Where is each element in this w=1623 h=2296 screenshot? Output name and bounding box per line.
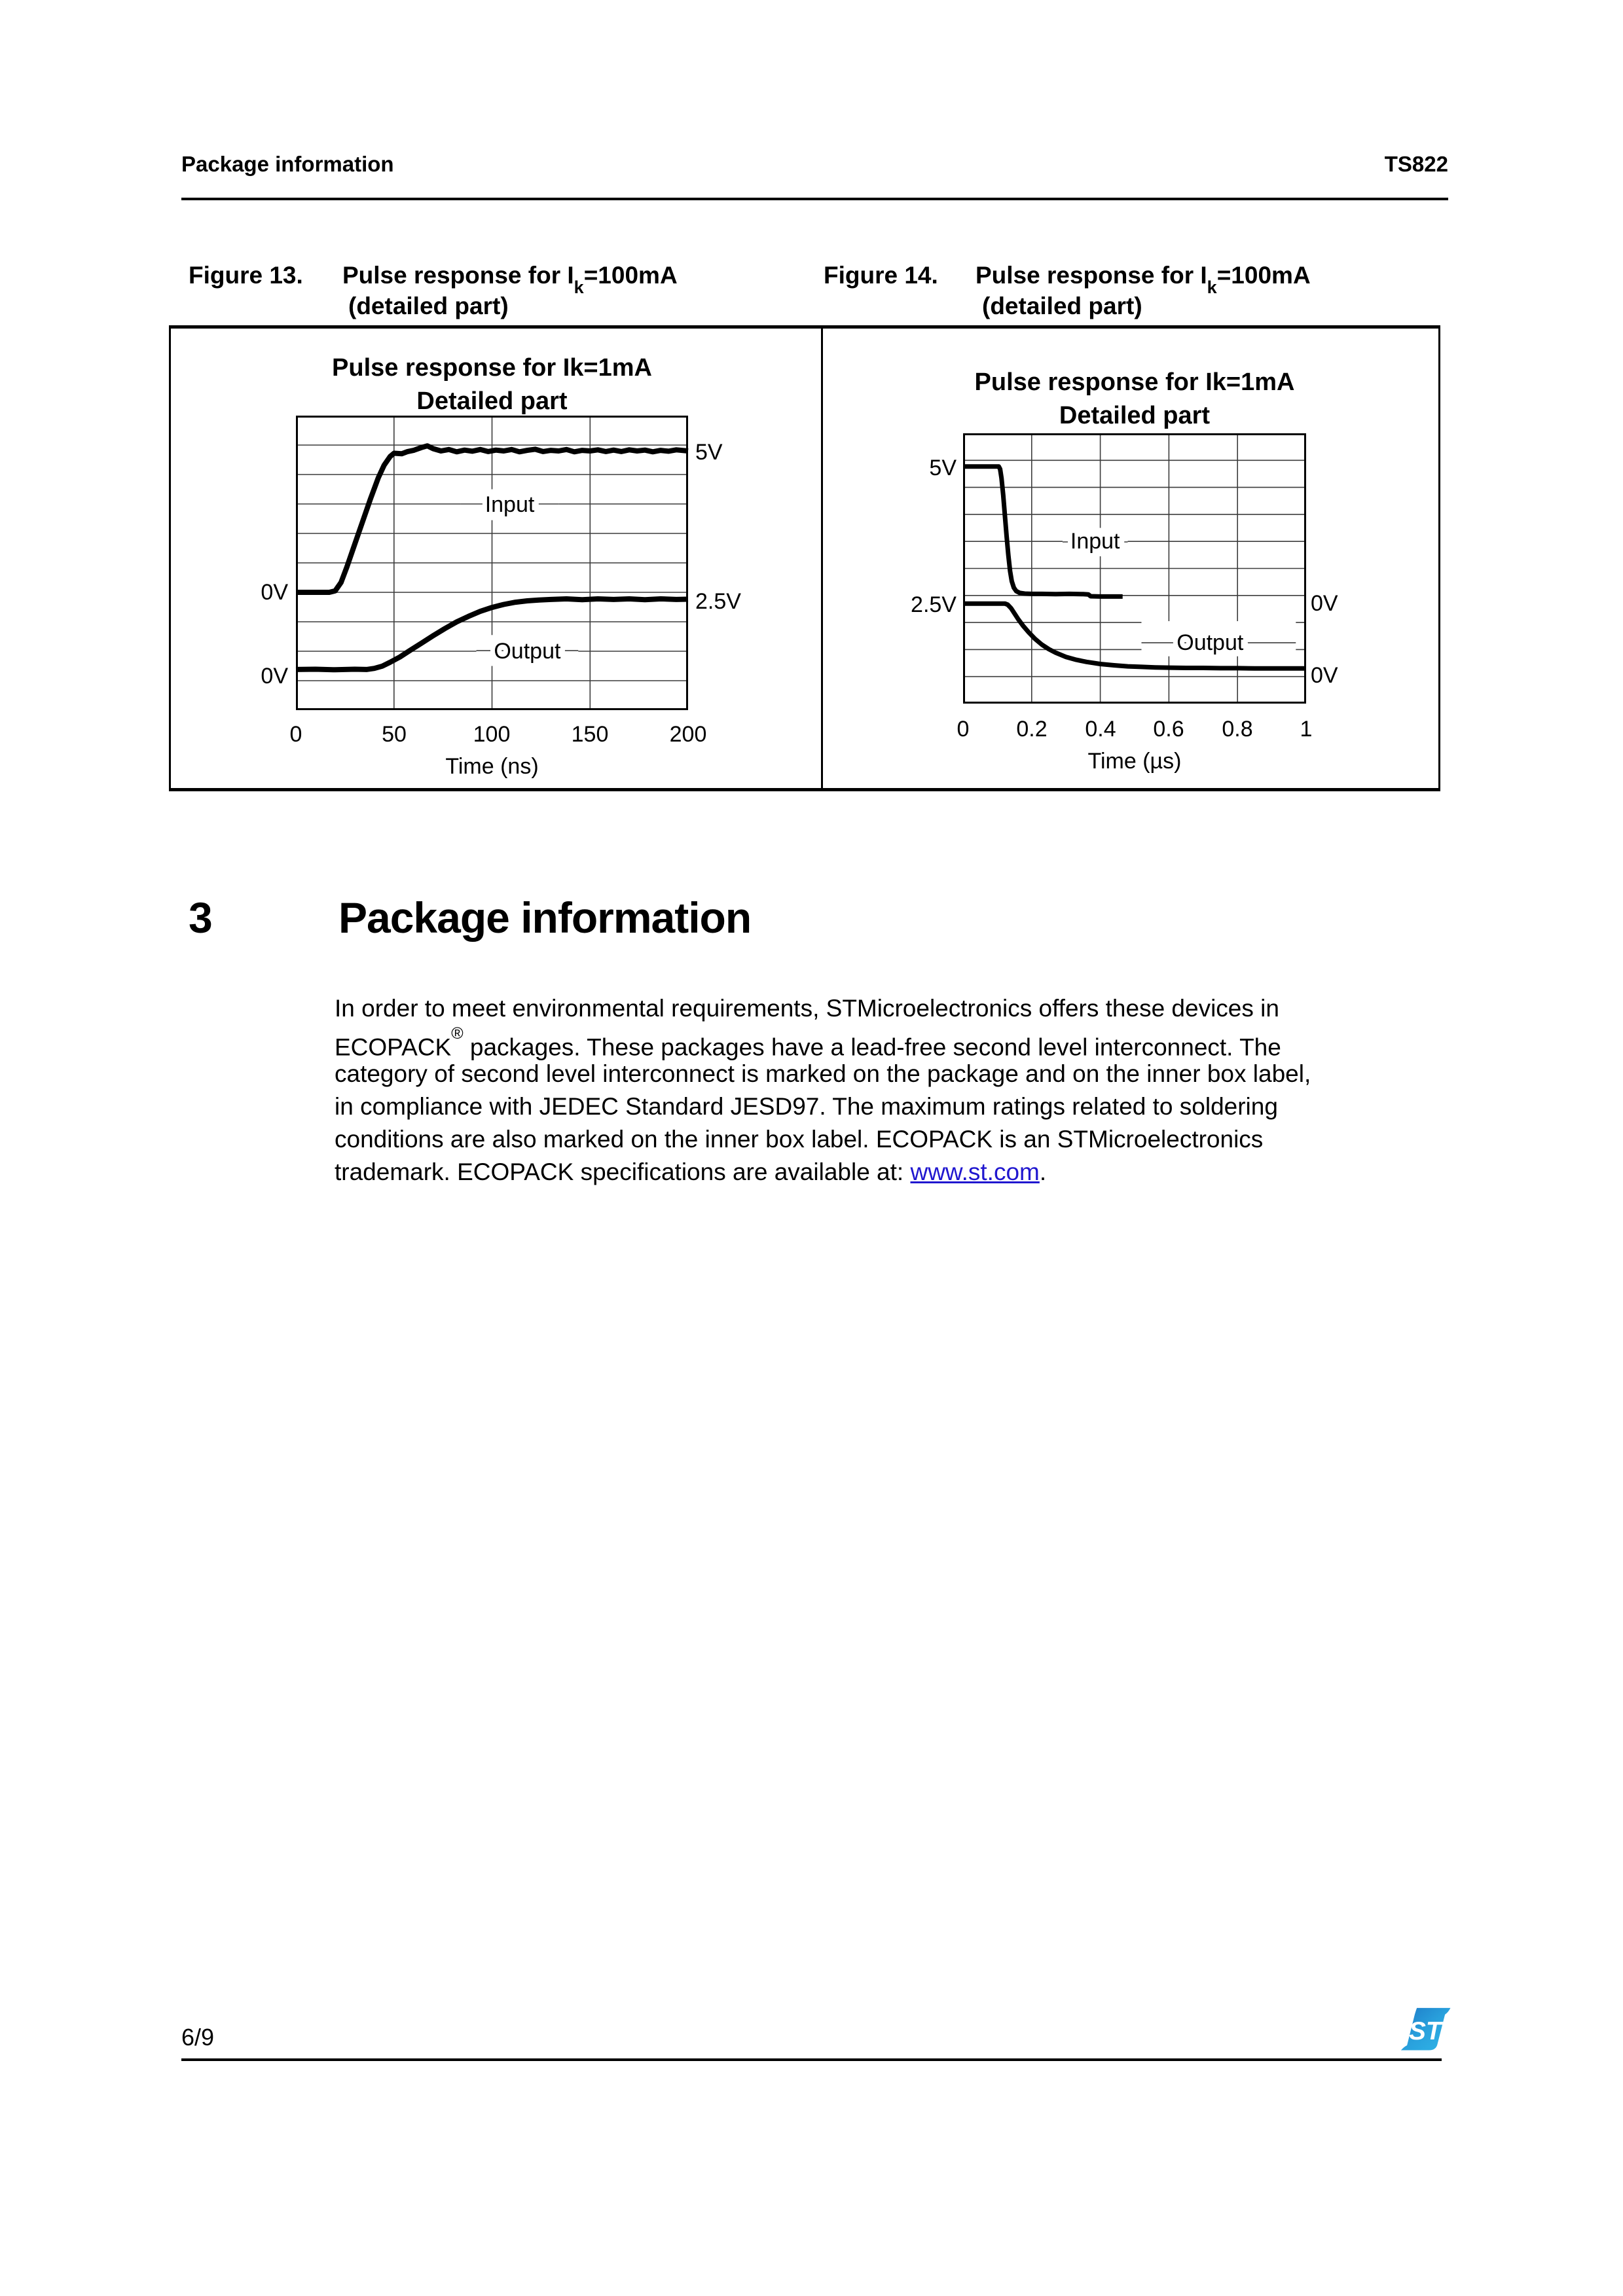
x-tick: 0.2 xyxy=(1016,717,1048,742)
body-text: . xyxy=(1039,1158,1047,1185)
page-number: 6/9 xyxy=(181,2024,215,2051)
chart14-5v-label: 5V xyxy=(929,456,957,480)
page-header-right: TS822 xyxy=(1384,152,1448,176)
figure14-caption-text xyxy=(976,262,1311,298)
caption-text: =100mA xyxy=(583,262,678,289)
header-rule xyxy=(181,198,1448,200)
chart14-title: Pulse response for Ik=1mA xyxy=(974,368,1295,396)
x-tick: 0.8 xyxy=(1222,717,1253,742)
x-tick: 1 xyxy=(1300,717,1313,742)
caption-text: Pulse response for I xyxy=(342,262,574,289)
pulse-response-chart-figure14 xyxy=(963,433,1306,704)
body-text: packages. These packages have a lead-free second level interconnect. The xyxy=(463,1033,1281,1061)
chart14-input-zero-label: 0V xyxy=(1311,591,1338,616)
chart13-xaxis-label: Time (ns) xyxy=(445,754,539,779)
svg-text:Output: Output xyxy=(494,639,561,664)
chart14-xaxis-label: Time (µs) xyxy=(1087,749,1182,774)
x-tick: 0 xyxy=(957,717,970,742)
chart13-input-zero-label: 0V xyxy=(261,580,288,605)
x-tick: 0.4 xyxy=(1085,717,1116,742)
body-line: In order to meet environmental requirements, STMicroelectronics offers these devices in xyxy=(335,995,1279,1022)
page-header-left: Package information xyxy=(181,152,394,176)
chart13-subtitle: Detailed part xyxy=(416,387,568,415)
chart14-output-zero-label: 0V xyxy=(1311,663,1338,688)
x-tick: 100 xyxy=(473,722,511,747)
figure14-caption-label: Figure 14. xyxy=(824,262,938,289)
chart13-5v-label: 5V xyxy=(695,440,723,465)
body-text: trademark. ECOPACK specifications are available at: xyxy=(335,1158,911,1185)
chart13-title: Pulse response for Ik=1mA xyxy=(332,354,652,382)
pulse-response-chart-figure13 xyxy=(296,416,688,710)
section-title: Package information xyxy=(338,893,752,942)
section-number: 3 xyxy=(189,893,212,942)
x-tick: 0.6 xyxy=(1153,717,1184,742)
svg-text:Input: Input xyxy=(1070,529,1120,554)
caption-text: =100mA xyxy=(1216,262,1311,289)
svg-text:Output: Output xyxy=(1176,630,1244,656)
caption-subscript: k xyxy=(1207,278,1217,298)
caption-subscript: k xyxy=(574,278,584,298)
svg-text:Input: Input xyxy=(484,492,535,517)
caption-text: Pulse response for I xyxy=(976,262,1207,289)
st-com-link[interactable]: www.st.com xyxy=(910,1158,1040,1185)
x-tick: 50 xyxy=(382,722,407,747)
x-tick: 150 xyxy=(571,722,609,747)
chart13-output-zero-label: 0V xyxy=(261,664,288,689)
x-tick: 0 xyxy=(289,722,302,747)
figure13-caption-label: Figure 13. xyxy=(189,262,303,289)
chart14-subtitle: Detailed part xyxy=(1059,402,1211,429)
figure14-caption-line2: (detailed part) xyxy=(982,293,1142,319)
body-line: conditions are also marked on the inner box label. ECOPACK is an STMicroelectronics xyxy=(335,1126,1264,1153)
registered-trademark-symbol: ® xyxy=(451,1024,464,1043)
body-line: category of second level interconnect is marked on the package and on the inner box label, xyxy=(335,1060,1311,1087)
body-line: in compliance with JEDEC Standard JESD97. The maximum ratings related to soldering xyxy=(335,1093,1278,1120)
st-logo-text: ST xyxy=(1409,2017,1442,2045)
figure13-caption-text xyxy=(342,262,678,298)
body-line xyxy=(335,1156,1046,1189)
body-text: ECOPACK xyxy=(335,1033,452,1061)
x-tick: 200 xyxy=(669,722,707,747)
chart13-2v5-label: 2.5V xyxy=(695,589,741,614)
figure-frame-divider xyxy=(821,329,823,788)
footer-rule xyxy=(181,2058,1442,2061)
figure13-caption-line2: (detailed part) xyxy=(348,293,509,319)
st-logo xyxy=(1397,2005,1452,2058)
chart14-2v5-label: 2.5V xyxy=(911,592,957,617)
